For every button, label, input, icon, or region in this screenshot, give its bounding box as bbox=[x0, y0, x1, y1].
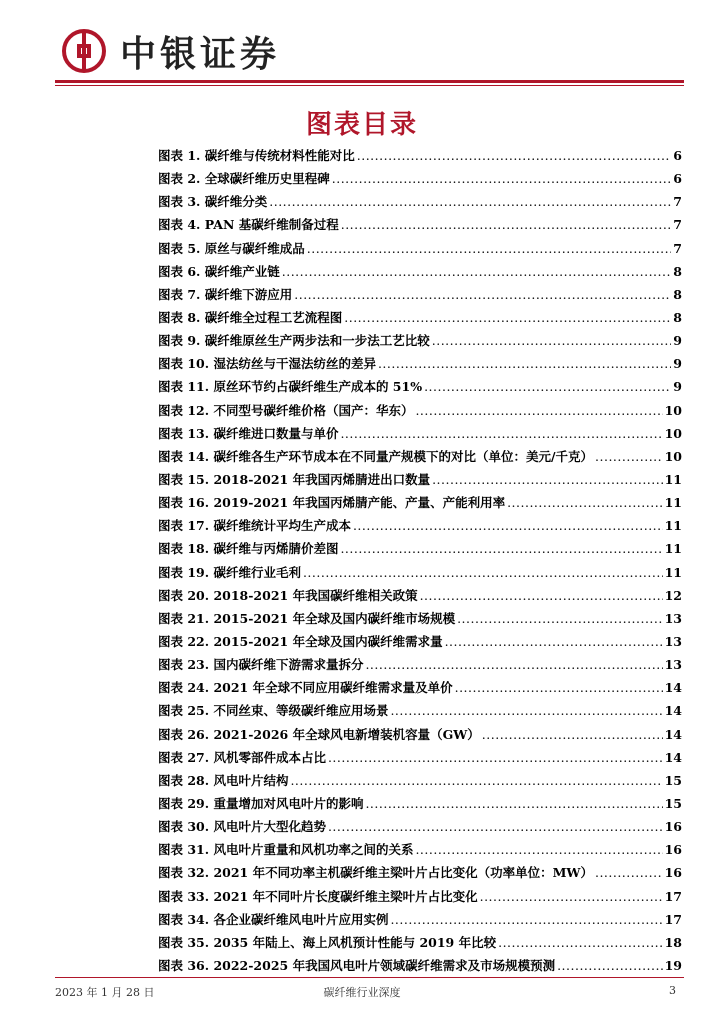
toc-entry-page: 11 bbox=[664, 518, 682, 534]
toc-entry[interactable] bbox=[158, 447, 682, 470]
toc-entry-label: 图表 1. 碳纤维与传统材料性能对比 bbox=[158, 148, 355, 163]
toc-entry-label: 图表 24. 2021 年全球不同应用碳纤维需求量及单价 bbox=[158, 680, 453, 696]
toc-entry-page: 11 bbox=[664, 471, 682, 487]
toc-entry[interactable] bbox=[158, 609, 682, 632]
toc-entry-page: 8 bbox=[673, 263, 682, 279]
toc-entry[interactable] bbox=[158, 354, 682, 377]
toc-entry-page: 14 bbox=[664, 680, 682, 696]
toc-leader-dots bbox=[328, 819, 663, 834]
toc-entry[interactable] bbox=[158, 192, 682, 215]
toc-entry[interactable] bbox=[158, 563, 682, 586]
toc-entry-page: 9 bbox=[673, 356, 682, 372]
toc-entry[interactable] bbox=[158, 863, 682, 886]
header-rule bbox=[55, 80, 684, 83]
toc-entry-label: 图表 32. 2021 年不同功率主机碳纤维主梁叶片占比变化（功率单位：MW） bbox=[158, 865, 593, 881]
toc-entry-page: 14 bbox=[664, 703, 682, 719]
toc-entry-page: 14 bbox=[664, 726, 682, 742]
toc-entry-label: 图表 9. 碳纤维原丝生产两步法和一步法工艺比较 bbox=[158, 333, 430, 349]
toc-entry-page: 12 bbox=[664, 587, 682, 603]
toc-entry-label: 图表 14. 碳纤维各生产环节成本在不同量产规模下的对比（单位：美元/千克） bbox=[158, 448, 594, 464]
toc-entry[interactable] bbox=[158, 701, 682, 724]
toc-entry-label: 图表 25. 不同丝束、等级碳纤维应用场景 bbox=[158, 703, 389, 719]
brand-name: 中银证券 bbox=[120, 33, 281, 75]
toc-entry-page: 8 bbox=[673, 286, 682, 302]
footer-doc-title: 碳纤维行业深度 bbox=[323, 986, 401, 999]
toc-entry-page: 17 bbox=[664, 888, 682, 904]
table-of-figures bbox=[158, 146, 682, 979]
toc-entry-label: 图表 10. 湿法纺丝与干湿法纺丝的差异 bbox=[158, 356, 376, 372]
toc-entry-label: 图表 20. 2018-2021 年我国碳纤维相关政策 bbox=[158, 587, 418, 603]
toc-leader-dots bbox=[340, 541, 662, 556]
toc-entry[interactable] bbox=[158, 285, 682, 308]
toc-entry[interactable] bbox=[158, 308, 682, 331]
toc-entry-label: 图表 29. 重量增加对风电叶片的影响 bbox=[158, 795, 364, 811]
toc-entry-label: 图表 27. 风机零部件成本占比 bbox=[158, 749, 326, 765]
toc-entry-page: 17 bbox=[664, 911, 682, 927]
toc-entry-page: 15 bbox=[664, 772, 682, 788]
toc-leader-dots bbox=[595, 865, 663, 880]
toc-entry-page: 16 bbox=[664, 842, 682, 858]
toc-entry[interactable] bbox=[158, 215, 682, 238]
toc-leader-dots bbox=[290, 773, 662, 788]
toc-entry-label: 图表 33. 2021 年不同叶片长度碳纤维主梁叶片占比变化 bbox=[158, 888, 478, 904]
toc-entry-page: 6 bbox=[673, 171, 682, 187]
toc-leader-dots bbox=[341, 217, 672, 232]
toc-leader-dots bbox=[420, 588, 663, 603]
toc-leader-dots bbox=[282, 264, 672, 279]
toc-entry-label: 图表 18. 碳纤维与丙烯腈价差图 bbox=[158, 541, 339, 557]
toc-entry-label: 图表 5. 原丝与碳纤维成品 bbox=[158, 240, 305, 256]
toc-entry-label: 图表 31. 风电叶片重量和风机功率之间的关系 bbox=[158, 842, 414, 858]
toc-entry[interactable] bbox=[158, 470, 682, 493]
toc-leader-dots bbox=[482, 727, 663, 742]
toc-entry[interactable] bbox=[158, 956, 682, 979]
toc-entry[interactable] bbox=[158, 331, 682, 354]
toc-entry-label: 图表 15. 2018-2021 年我国丙烯腈进出口数量 bbox=[158, 471, 431, 487]
toc-leader-dots bbox=[365, 796, 662, 811]
toc-entry-page: 15 bbox=[664, 795, 682, 811]
toc-entry[interactable] bbox=[158, 169, 682, 192]
toc-leader-dots bbox=[507, 495, 663, 510]
toc-leader-dots bbox=[595, 449, 663, 464]
toc-entry[interactable] bbox=[158, 771, 682, 794]
toc-entry[interactable] bbox=[158, 725, 682, 748]
toc-entry-label: 图表 22. 2015-2021 年全球及国内碳纤维需求量 bbox=[158, 633, 443, 649]
toc-entry[interactable] bbox=[158, 910, 682, 933]
toc-entry[interactable] bbox=[158, 262, 682, 285]
toc-entry-page: 16 bbox=[664, 865, 682, 881]
toc-entry-page: 11 bbox=[664, 541, 682, 557]
toc-entry-page: 13 bbox=[664, 657, 682, 673]
toc-entry-label: 图表 11. 原丝环节约占碳纤维生产成本的 51% bbox=[158, 379, 423, 395]
toc-entry[interactable] bbox=[158, 632, 682, 655]
toc-entry-page: 6 bbox=[673, 148, 682, 163]
toc-entry-page: 14 bbox=[664, 749, 682, 765]
toc-entry[interactable] bbox=[158, 678, 682, 701]
toc-entry-page: 11 bbox=[664, 495, 682, 511]
toc-entry-label: 图表 26. 2021-2026 年全球风电新增装机容量（GW） bbox=[158, 726, 480, 742]
toc-leader-dots bbox=[432, 472, 663, 487]
toc-entry-page: 18 bbox=[664, 934, 682, 950]
toc-leader-dots bbox=[415, 842, 662, 857]
toc-entry-label: 图表 3. 碳纤维分类 bbox=[158, 194, 268, 210]
toc-entry-label: 图表 19. 碳纤维行业毛利 bbox=[158, 564, 301, 580]
footer-date: 2023 年 1 月 28 日 bbox=[55, 986, 155, 999]
toc-leader-dots bbox=[344, 310, 671, 325]
toc-entry-page: 19 bbox=[664, 957, 682, 973]
toc-entry-label: 图表 28. 风电叶片结构 bbox=[158, 772, 289, 788]
page-title: 图表目录 bbox=[305, 110, 418, 140]
toc-leader-dots bbox=[455, 680, 663, 695]
footer-rule bbox=[55, 977, 684, 978]
toc-entry-page: 7 bbox=[673, 194, 682, 210]
toc-entry-page: 16 bbox=[664, 819, 682, 835]
toc-entry-label: 图表 35. 2035 年陆上、海上风机预计性能与 2019 年比较 bbox=[158, 934, 497, 950]
toc-entry[interactable] bbox=[158, 586, 682, 609]
toc-entry-page: 9 bbox=[673, 333, 682, 349]
toc-leader-dots bbox=[390, 912, 662, 927]
toc-entry[interactable] bbox=[158, 794, 682, 817]
toc-leader-dots bbox=[415, 403, 662, 418]
toc-leader-dots bbox=[307, 241, 672, 256]
header-rule-thin bbox=[55, 85, 684, 86]
toc-entry-page: 10 bbox=[664, 402, 682, 418]
toc-entry-page: 13 bbox=[664, 633, 682, 649]
toc-entry-label: 图表 30. 风电叶片大型化趋势 bbox=[158, 819, 326, 835]
toc-leader-dots bbox=[424, 379, 671, 394]
toc-entry[interactable] bbox=[158, 840, 682, 863]
toc-leader-dots bbox=[353, 518, 663, 533]
header bbox=[62, 26, 280, 76]
toc-leader-dots bbox=[269, 194, 671, 209]
toc-entry-label: 图表 6. 碳纤维产业链 bbox=[158, 263, 280, 279]
toc-entry[interactable] bbox=[158, 239, 682, 262]
footer-page-number: 3 bbox=[669, 984, 676, 997]
toc-entry-page: 11 bbox=[664, 564, 682, 580]
toc-entry-label: 图表 23. 国内碳纤维下游需求量拆分 bbox=[158, 657, 364, 673]
toc-entry-label: 图表 21. 2015-2021 年全球及国内碳纤维市场规模 bbox=[158, 610, 456, 626]
toc-leader-dots bbox=[557, 958, 663, 973]
toc-entry-page: 9 bbox=[673, 379, 682, 395]
toc-entry-label: 图表 16. 2019-2021 年我国丙烯腈产能、产量、产能利用率 bbox=[158, 495, 506, 511]
toc-entry-label: 图表 17. 碳纤维统计平均生产成本 bbox=[158, 518, 351, 534]
toc-leader-dots bbox=[480, 889, 663, 904]
toc-entry[interactable] bbox=[158, 493, 682, 516]
toc-entry-label: 图表 2. 全球碳纤维历史里程碑 bbox=[158, 171, 330, 187]
toc-leader-dots bbox=[332, 171, 672, 186]
toc-entry-page: 10 bbox=[664, 425, 682, 441]
toc-entry[interactable] bbox=[158, 424, 682, 447]
toc-leader-dots bbox=[457, 611, 663, 626]
toc-entry-label: 图表 4. PAN 基碳纤维制备过程 bbox=[158, 217, 339, 233]
toc-leader-dots bbox=[378, 356, 671, 371]
toc-leader-dots bbox=[357, 148, 672, 163]
toc-entry-label: 图表 13. 碳纤维进口数量与单价 bbox=[158, 425, 339, 441]
toc-entry-page: 10 bbox=[664, 448, 682, 464]
toc-entry-page: 8 bbox=[673, 309, 682, 325]
toc-leader-dots bbox=[390, 703, 662, 718]
toc-entry[interactable] bbox=[158, 377, 682, 400]
toc-entry-page: 7 bbox=[673, 240, 682, 256]
toc-leader-dots bbox=[303, 565, 663, 580]
toc-entry[interactable] bbox=[158, 748, 682, 771]
toc-entry-label: 图表 8. 碳纤维全过程工艺流程图 bbox=[158, 309, 343, 325]
toc-entry[interactable] bbox=[158, 817, 682, 840]
toc-leader-dots bbox=[498, 935, 663, 950]
toc-leader-dots bbox=[445, 634, 663, 649]
toc-entry-page: 13 bbox=[664, 610, 682, 626]
toc-entry-label: 图表 7. 碳纤维下游应用 bbox=[158, 286, 293, 302]
toc-entry[interactable] bbox=[158, 933, 682, 956]
toc-entry[interactable] bbox=[158, 401, 682, 424]
toc-entry[interactable] bbox=[158, 146, 682, 169]
toc-leader-dots bbox=[294, 287, 671, 302]
toc-entry-label: 图表 36. 2022-2025 年我国风电叶片领域碳纤维需求及市场规模预测 bbox=[158, 957, 556, 973]
toc-leader-dots bbox=[432, 333, 672, 348]
toc-entry-page: 7 bbox=[673, 217, 682, 233]
toc-leader-dots bbox=[365, 657, 662, 672]
toc-entry-label: 图表 34. 各企业碳纤维风电叶片应用实例 bbox=[158, 911, 389, 927]
toc-entry[interactable] bbox=[158, 655, 682, 678]
toc-leader-dots bbox=[340, 426, 662, 441]
toc-entry[interactable] bbox=[158, 887, 682, 910]
toc-entry[interactable] bbox=[158, 539, 682, 562]
toc-leader-dots bbox=[328, 750, 663, 765]
toc-entry[interactable] bbox=[158, 516, 682, 539]
toc-entry-label: 图表 12. 不同型号碳纤维价格（国产：华东） bbox=[158, 402, 414, 418]
bank-of-china-logo-icon bbox=[62, 29, 106, 73]
